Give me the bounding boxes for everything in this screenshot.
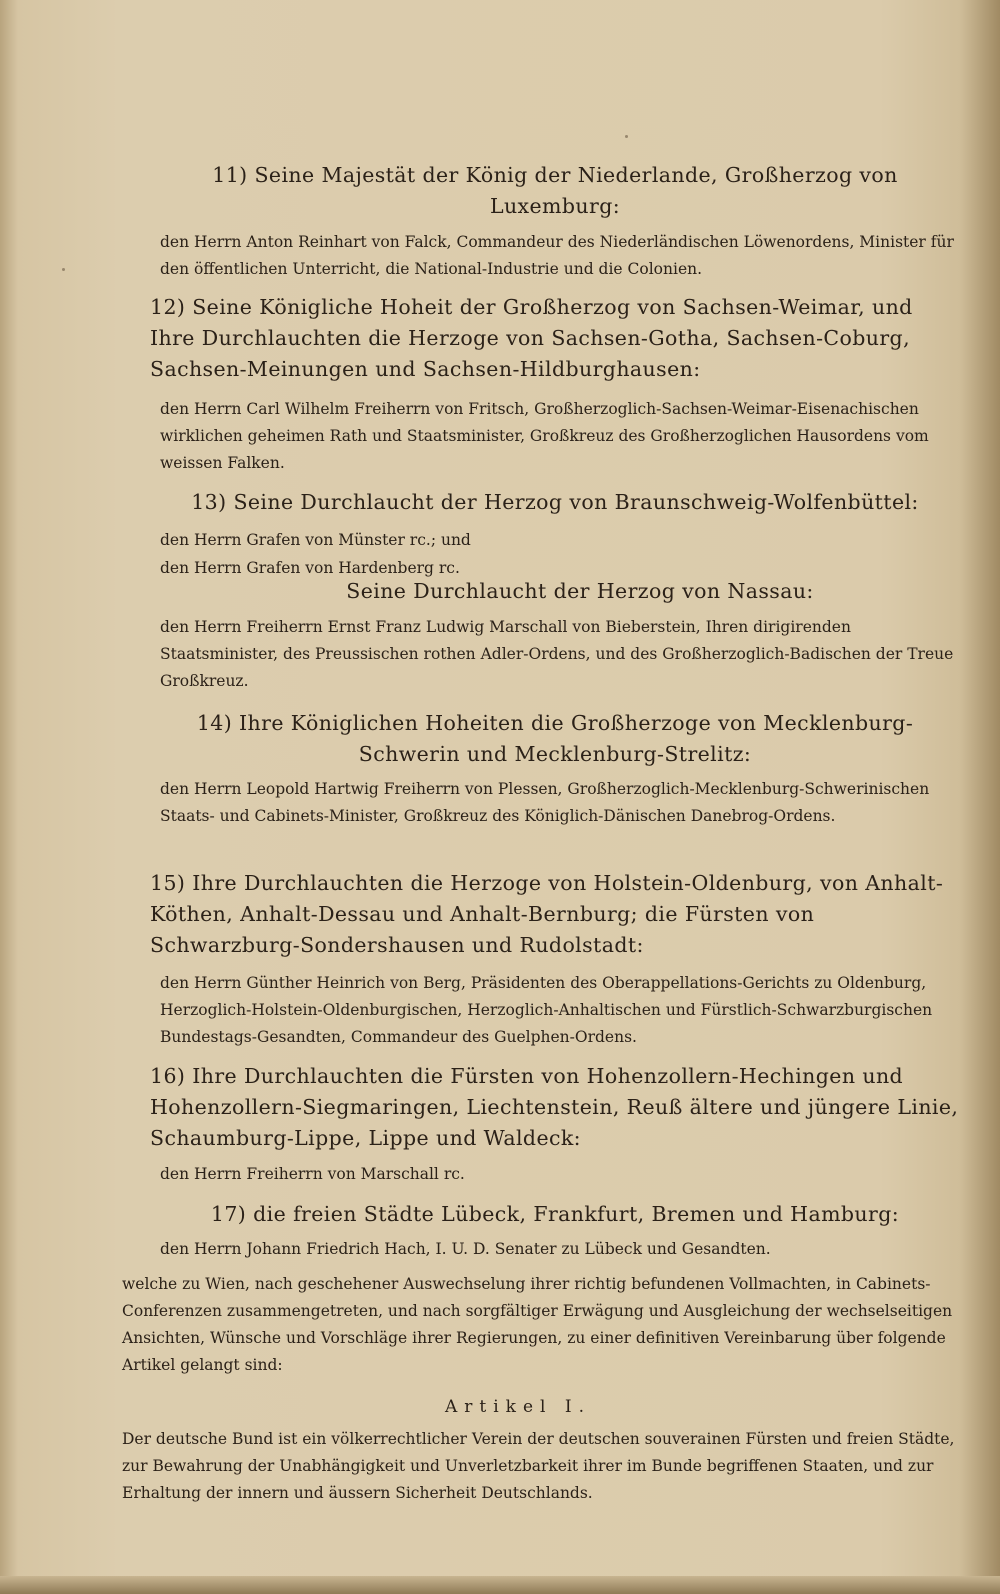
section-13-subtext: den Herrn Freiherrn Ernst Franz Ludwig Marschall von Bieberstein, Ihren dirigirenden Staatsminister, des Preussischen rothen Adler-Ordens, und des Großherzoglich-Badischen der Treue Großkreuz. <box>160 618 954 690</box>
section-12-heading <box>150 292 960 385</box>
section-number: 17) <box>210 1202 247 1226</box>
section-13-text-1: den Herrn Grafen von Münster rc.; und <box>160 531 471 549</box>
section-11-heading <box>150 160 960 222</box>
section-number: 11) <box>212 163 248 187</box>
section-17-heading <box>150 1199 960 1230</box>
page-bottom-edge <box>0 1576 1000 1594</box>
section-15-text: den Herrn Günther Heinrich von Berg, Präsidenten des Oberappellations-Gerichts zu Oldenburg, Herzoglich-Holstein-Oldenburgischen, Herzoglich-Anhaltischen und Fürstlich-Schwarzburgischen Bundestags-Gesandten, Commandeur des Guelphen-Ordens. <box>160 974 933 1046</box>
closing-paragraph: welche zu Wien, nach geschehener Auswechselung ihrer richtig befundenen Vollmachten, in Cabinets-Conferenzen zusammengetreten, und nach sorgfältiger Erwägung und Ausgleichung der wechselseitigen Ansichten, Wünsche und Vorschläge ihrer Regierungen, zu einer definitiven Vereinbarung über folgende Artikel gelangt sind: <box>122 1275 953 1374</box>
section-16-text: den Herrn Freiherrn von Marschall rc. <box>160 1165 465 1183</box>
section-heading-text: die freien Städte Lübeck, Frankfurt, Bremen und Hamburg: <box>253 1202 900 1226</box>
section-number: 16) <box>150 1064 186 1088</box>
article-text: Der deutsche Bund ist ein völkerrechtlicher Verein der deutschen souverainen Fürsten und freien Städte, zur Bewahrung der Unabhängigkeit und Unverletzbarkeit ihrer im Bunde begriffenen Staaten, und zur Erhaltung der innern und äussern Sicherheit Deutschlands. <box>122 1430 955 1502</box>
section-12-text: den Herrn Carl Wilhelm Freiherrn von Fritsch, Großherzoglich-Sachsen-Weimar-Eisenachischen wirklichen geheimen Rath und Staatsminister, Großkreuz des Großherzoglichen Hausordens vom weissen Falken. <box>160 400 929 472</box>
section-13-subheading: Seine Durchlaucht der Herzog von Nassau: <box>346 579 814 603</box>
section-heading-text: Ihre Durchlauchten die Fürsten von Hohenzollern-Hechingen und Hohenzollern-Siegmaringen, Liechtenstein, Reuß ältere und jüngere Linie, Schaumburg-Lippe, Lippe und Waldeck: <box>150 1064 959 1150</box>
section-number: 14) <box>196 711 233 735</box>
article-title: Artikel I. <box>445 1397 591 1417</box>
section-13-heading <box>150 487 960 518</box>
section-17-text: den Herrn Johann Friedrich Hach, I. U. D. Senater zu Lübeck und Gesandten. <box>160 1240 771 1258</box>
ink-speck <box>62 268 65 271</box>
section-number: 15) <box>150 871 186 895</box>
section-heading-text: Seine Durchlaucht der Herzog von Braunschweig-Wolfenbüttel: <box>233 490 919 514</box>
section-number: 12) <box>150 295 186 319</box>
section-13-text-2: den Herrn Grafen von Hardenberg rc. <box>160 559 460 577</box>
section-heading-text: Seine Königliche Hoheit der Großherzog von Sachsen-Weimar, und Ihre Durchlauchten die Herzoge von Sachsen-Gotha, Sachsen-Coburg, Sachsen-Meinungen und Sachsen-Hildburghausen: <box>150 295 913 381</box>
section-14-text: den Herrn Leopold Hartwig Freiherrn von Plessen, Großherzoglich-Mecklenburg-Schwerinischen Staats- und Cabinets-Minister, Großkreuz des Königlich-Dänischen Danebrog-Ordens. <box>160 780 930 825</box>
section-heading-text: Ihre Königlichen Hoheiten die Großherzoge von Mecklenburg-Schwerin und Mecklenburg-Strelitz: <box>239 711 914 766</box>
section-14-heading <box>150 708 960 770</box>
section-15-heading <box>150 868 960 961</box>
section-11-text: den Herrn Anton Reinhart von Falck, Commandeur des Niederländischen Löwenordens, Minister für den öffentlichen Unterricht, die National-Industrie und die Colonien. <box>160 233 954 278</box>
section-16-heading <box>150 1061 960 1154</box>
section-number: 13) <box>191 490 227 514</box>
section-heading-text: Ihre Durchlauchten die Herzoge von Holstein-Oldenburg, von Anhalt-Köthen, Anhalt-Dessau und Anhalt-Bernburg; die Fürsten von Schwarzburg-Sondershausen und Rudolstadt: <box>150 871 944 957</box>
ink-speck <box>625 135 628 138</box>
section-heading-text: Seine Majestät der König der Niederlande, Großherzog von Luxemburg: <box>254 163 898 218</box>
